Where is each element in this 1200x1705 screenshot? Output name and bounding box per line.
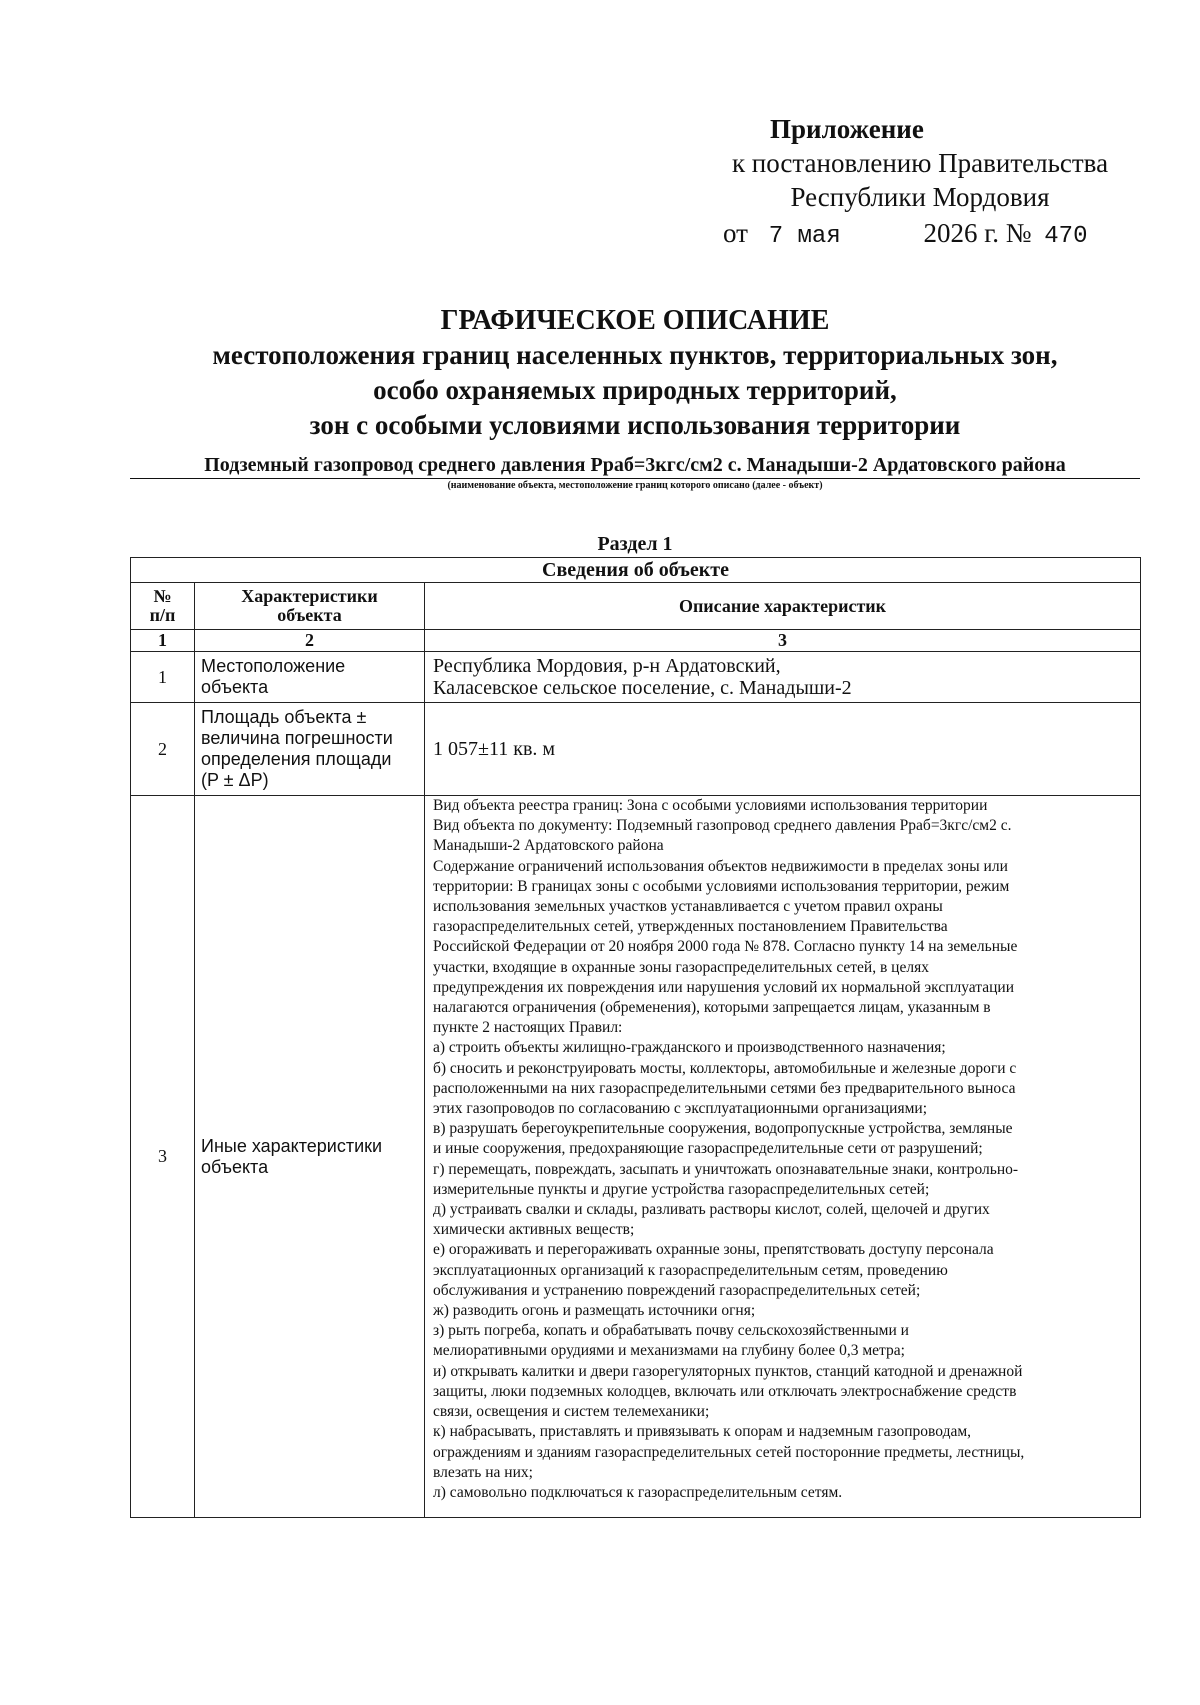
characteristic-line: объекта — [201, 1156, 269, 1177]
description-line: ограждениям и зданиям газораспределительных сетей посторонние предметы, лестницы, — [433, 1443, 1025, 1461]
title-sub-3: зон с особыми условиями использования территории — [309, 410, 961, 440]
resolution-number: 470 — [1044, 223, 1088, 250]
column-number: 1 — [131, 630, 195, 652]
row-characteristic — [195, 652, 425, 703]
object-info-table — [130, 557, 1141, 1518]
description-line: Манадыши-2 Ардатовского района — [433, 837, 664, 855]
row-number: 2 — [131, 703, 195, 796]
row-characteristic — [195, 796, 425, 1518]
description-line: б) сносить и реконструировать мосты, коллекторы, автомобильные и железные дороги с — [433, 1059, 1017, 1077]
description-line: эксплуатационных организаций к газораспределительным сетям, проведению — [433, 1261, 948, 1279]
row-number: 3 — [131, 796, 195, 1518]
description-line: территории: В границах зоны с особыми условиями использования территории, режим — [433, 877, 1010, 895]
characteristic-line: определения площади — [201, 749, 392, 769]
description-line: и иные сооружения, предохраняющие газораспределительные сети от разрушений; — [433, 1140, 983, 1158]
description-line: л) самовольно подключаться к газораспределительным сетям. — [433, 1483, 843, 1501]
section-title: Раздел 1 — [597, 533, 673, 555]
column-number: 3 — [425, 630, 1141, 652]
description-line: участки, входящие в охранные зоны газораспределительных сетей, в целях — [433, 958, 929, 976]
description-line: Республика Мордовия, р-н Ардатовский, — [433, 655, 781, 677]
description-line: Вид объекта реестра границ: Зона с особыми условиями использования территории — [433, 797, 988, 814]
description-line: Содержание ограничений использования объектов недвижимости в пределах зоны или — [433, 857, 1008, 875]
description-line: защиты, люки подземных колодцев, включать или отключать электроснабжение средств — [433, 1382, 1017, 1400]
title-sub-2: особо охраняемых природных территорий, — [373, 375, 897, 405]
from-label: от — [723, 218, 748, 248]
description-line: Вид объекта по документу: Подземный газопровод среднего давления Рраб=3кгс/см2 с. — [433, 817, 1012, 835]
characteristic-line: объекта — [201, 677, 269, 697]
year-label: 2026 г. № — [923, 218, 1032, 248]
column-number: 2 — [195, 630, 425, 652]
description-line: з) рыть погреба, копать и обрабатывать почву сельскохозяйственными и — [433, 1322, 909, 1340]
table-row — [131, 796, 1141, 1518]
description-line: газораспределительных сетей, утвержденных постановлением Правительства — [433, 918, 948, 936]
characteristic-line: Иные характеристики — [201, 1135, 383, 1156]
header-characteristic — [195, 583, 425, 630]
description-line: Каласевское сельское поселение, с. Манадыши-2 — [433, 677, 852, 699]
description-line: этих газопроводов по согласованию с эксплуатационными организациями; — [433, 1100, 928, 1118]
header-characteristic-line: Характеристики — [241, 586, 378, 606]
description-line: измерительные пункты и другие устройства газораспределительных сетей; — [433, 1180, 930, 1198]
table-title: Сведения об объекте — [131, 558, 1141, 583]
characteristic-line: (P ± ΔP) — [201, 770, 269, 790]
appendix-heading: Приложение — [770, 114, 924, 144]
appendix-header — [700, 112, 1140, 254]
document-title — [130, 304, 1140, 443]
table-title-row — [131, 558, 1141, 583]
row-description — [425, 652, 1141, 703]
header-description: Описание характеристик — [425, 583, 1141, 630]
characteristic-line: величина погрешности — [201, 728, 393, 748]
table-row — [131, 703, 1141, 796]
description-line: пункте 2 настоящих Правил: — [433, 1019, 623, 1037]
description-line: к) набрасывать, приставлять и привязывать к опорам и надземным газопроводам, — [433, 1423, 972, 1441]
row-description — [425, 796, 1141, 1518]
description-line: обслуживания и устранению повреждений газораспределительных сетей; — [433, 1281, 921, 1299]
column-number-row — [131, 630, 1141, 652]
table-row — [131, 652, 1141, 703]
row-description — [425, 703, 1141, 796]
description-line: налагаются ограничения (обременения), которыми запрещается лицам, указанным в — [433, 999, 991, 1017]
header-number-line: № — [153, 586, 172, 606]
title-sub-1: местоположения границ населенных пунктов, территориальных зон, — [212, 340, 1058, 370]
object-caption: (наименование объекта, местоположение границ которого описано (далее - объект) — [447, 480, 823, 491]
description-line: связи, освещения и систем телемеханики; — [433, 1403, 710, 1421]
table-header-row — [131, 583, 1141, 630]
appendix-line-2: Республики Мордовия — [790, 182, 1050, 212]
description-line: химически активных веществ; — [433, 1221, 635, 1239]
characteristic-line: Местоположение — [201, 656, 346, 676]
header-number-line: п/п — [149, 605, 176, 625]
appendix-line-1: к постановлению Правительства — [731, 148, 1109, 178]
row-characteristic — [195, 703, 425, 796]
description-line: мелиоративными орудиями и механизмами на глубину более 0,3 метра; — [433, 1342, 905, 1360]
header-characteristic-line: объекта — [277, 605, 342, 625]
description-line: расположенными на них газораспределительными сетями без предварительного выноса — [433, 1079, 1016, 1097]
header-number — [131, 583, 195, 630]
description-line: г) перемещать, повреждать, засыпать и уничтожать опознавательные знаки, контрольно- — [433, 1160, 1019, 1178]
description-line: а) строить объекты жилищно-гражданского и производственного назначения; — [433, 1039, 946, 1057]
description-line: д) устраивать свалки и склады, разливать растворы кислот, солей, щелочей и других — [433, 1201, 990, 1219]
appendix-dateline — [700, 216, 1140, 254]
description-line: Российской Федерации от 20 ноября 2000 года № 878. Согласно пункту 14 на земельные — [433, 938, 1018, 956]
description-line: ж) разводить огонь и размещать источники огня; — [433, 1302, 756, 1320]
description-line: использования земельных участков устанавливается с учетом правил охраны — [433, 898, 943, 916]
resolution-date: 7 мая — [768, 223, 841, 250]
description-line: предупреждения их повреждения или нарушения условий их нормальной эксплуатации — [433, 978, 1014, 996]
description-line: 1 057±11 кв. м — [433, 738, 556, 760]
description-line: и) открывать калитки и двери газорегуляторных пунктов, станций катодной и дренажной — [433, 1362, 1023, 1380]
object-name: Подземный газопровод среднего давления Рраб=3кгс/см2 с. Манадыши-2 Ардатовского района — [130, 452, 1140, 479]
characteristic-line: Площадь объекта ± — [201, 707, 367, 727]
description-line: в) разрушать берегоукрепительные сооружения, водопропускные устройства, земляные — [433, 1120, 1013, 1138]
title-main: ГРАФИЧЕСКОЕ ОПИСАНИЕ — [440, 305, 830, 336]
description-line: е) огораживать и перегораживать охранные зоны, препятствовать доступу персонала — [433, 1241, 994, 1259]
row-number: 1 — [131, 652, 195, 703]
description-line: влезать на них; — [433, 1463, 533, 1481]
